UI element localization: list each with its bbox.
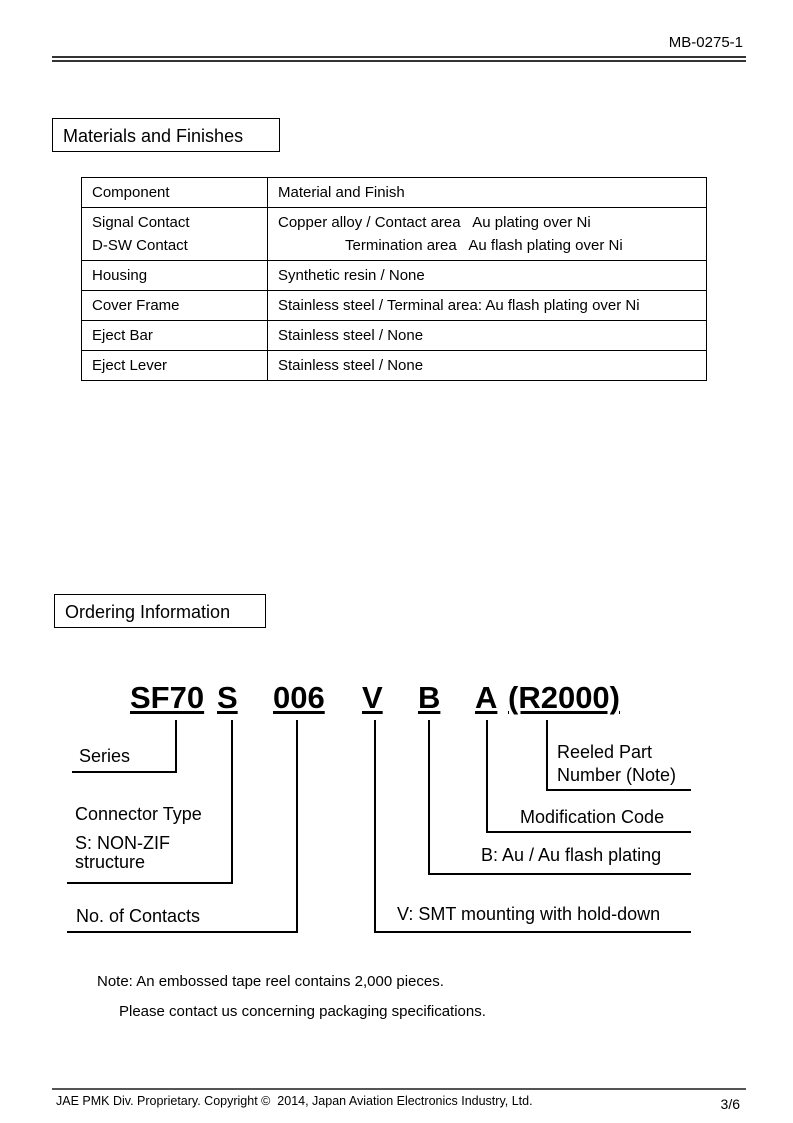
header-rule-bottom (52, 60, 746, 62)
leader-modification-h (486, 831, 691, 833)
pn-reel: (R2000) (508, 680, 620, 715)
table-header-row (82, 178, 707, 208)
component-housing: Housing (82, 261, 268, 291)
pn-type: S (217, 680, 238, 715)
label-mounting: V: SMT mounting with hold-down (397, 904, 661, 924)
header-component: Component (82, 178, 268, 208)
component-cover-frame: Cover Frame (82, 291, 268, 321)
component-signal-contact: Signal Contact (92, 214, 190, 231)
label-connector-type-desc: S: NON-ZIF structure (75, 833, 170, 872)
label-series: Series (79, 746, 131, 766)
page-number: 3/6 (720, 1096, 740, 1112)
footer-copyright: JAE PMK Div. Proprietary. Copyright © 2014, Japan Aviation Electronics Industry, Ltd. (56, 1094, 533, 1108)
footer-rule (52, 1088, 746, 1090)
leader-mounting-h (374, 931, 691, 933)
leader-plating-v (428, 720, 430, 874)
material-termination-area: Termination area Au flash plating over Ni (345, 237, 623, 254)
header-rule-top (52, 56, 746, 58)
leader-type-v (231, 720, 233, 883)
table-row (82, 321, 707, 351)
header-material: Material and Finish (268, 178, 707, 208)
label-connector-type: Connector Type (75, 804, 202, 824)
pn-contacts: 006 (273, 680, 325, 715)
leader-mounting-v (374, 720, 376, 932)
pn-plating: B (418, 680, 441, 715)
table-row (82, 291, 707, 321)
material-housing: Synthetic resin / None (268, 261, 707, 291)
component-eject-bar: Eject Bar (82, 321, 268, 351)
leader-modification-v (486, 720, 488, 832)
label-plating: B: Au / Au flash plating (481, 845, 662, 865)
leader-series-v (175, 720, 177, 772)
material-eject-bar: Stainless steel / None (268, 321, 707, 351)
table-row (82, 261, 707, 291)
leader-contacts-h (67, 931, 298, 933)
materials-table (81, 177, 707, 381)
material-contact-area: Copper alloy / Contact area Au plating over Ni (278, 214, 591, 231)
note-line-1: Note: An embossed tape reel contains 2,000 pieces. (97, 973, 444, 990)
pn-mounting: V (362, 680, 383, 715)
document-number: MB-0275-1 (668, 34, 743, 51)
pn-modification: A (475, 680, 498, 715)
table-row (82, 351, 707, 381)
label-reel: Reeled Part Number (Note) (557, 742, 677, 785)
material-eject-lever: Stainless steel / None (268, 351, 707, 381)
leader-series-h (72, 771, 177, 773)
material-cover-frame: Stainless steel / Terminal area: Au flash plating over Ni (268, 291, 707, 321)
leader-reel-v (546, 720, 548, 790)
label-contacts: No. of Contacts (76, 906, 201, 926)
pn-series: SF70 (130, 680, 205, 715)
leader-type-h (67, 882, 233, 884)
table-row (82, 208, 707, 261)
leader-contacts-v (296, 720, 298, 932)
materials-section-title: Materials and Finishes (52, 118, 280, 152)
ordering-section-title: Ordering Information (54, 594, 266, 628)
leader-plating-h (428, 873, 691, 875)
component-eject-lever: Eject Lever (82, 351, 268, 381)
leader-reel-h (546, 789, 691, 791)
component-dsw-contact: D-SW Contact (92, 237, 188, 254)
label-modification: Modification Code (520, 807, 665, 827)
note-line-2: Please contact us concerning packaging specifications. (119, 1003, 486, 1020)
